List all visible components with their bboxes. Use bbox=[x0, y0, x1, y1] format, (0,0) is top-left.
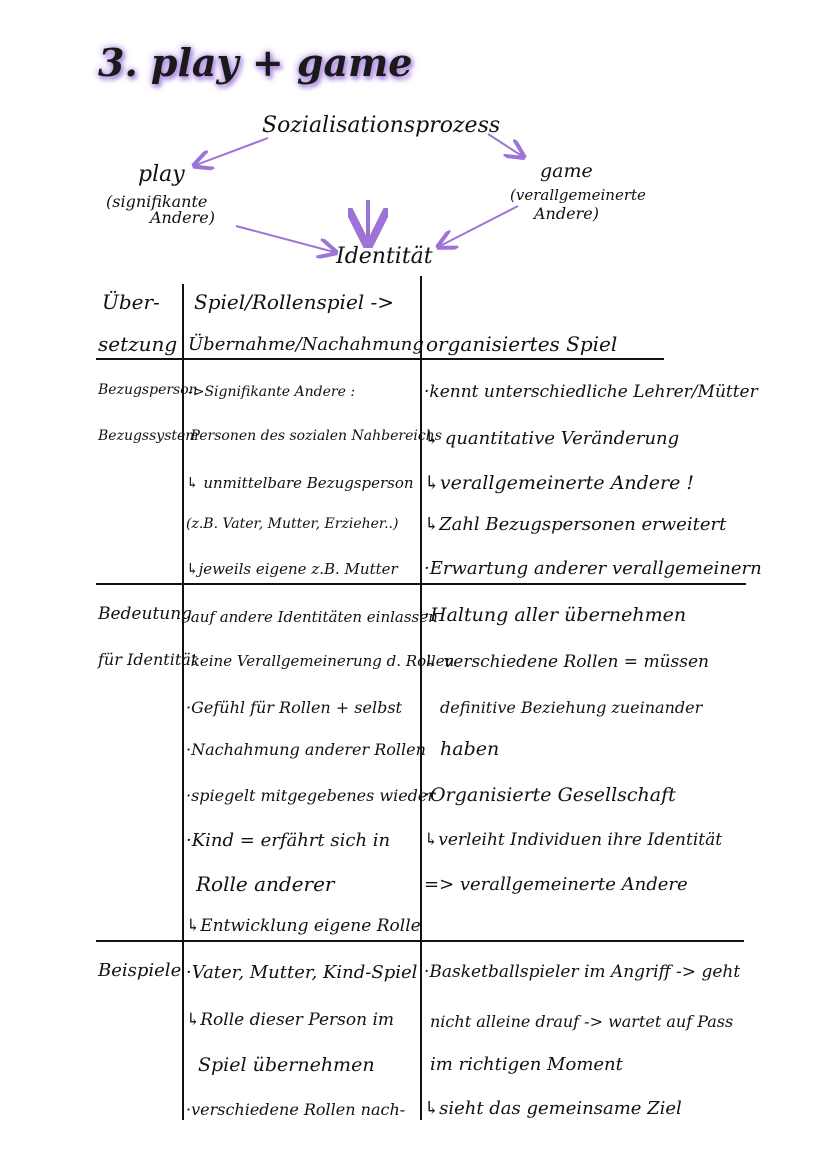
section1-col1-line: ↳jeweils eigene z.B. Mutter bbox=[186, 560, 398, 578]
table-divider-1 bbox=[182, 284, 184, 1120]
diagram-play-sub-1: (signifikante bbox=[106, 192, 208, 211]
section2-col2-line: ·Haltung aller übernehmen bbox=[424, 604, 687, 626]
section3-label-1: Beispiele bbox=[98, 960, 182, 981]
arrow-root-to-game bbox=[488, 134, 522, 156]
section2-col2-line: => verallgemeinerte Andere bbox=[424, 874, 688, 895]
section3-col1-line: ·verschiedene Rollen nach- bbox=[186, 1100, 406, 1119]
diagram-play-label: play bbox=[138, 162, 185, 187]
section2-col2-line: ·Organisierte Gesellschaft bbox=[424, 784, 676, 806]
diagram-game-sub-2: Andere) bbox=[534, 204, 599, 223]
section1-col2-line: ·Erwartung anderer verallgemeinern bbox=[424, 558, 762, 579]
section2-col1-line: Rolle anderer bbox=[196, 872, 335, 896]
section2-col1-line: ·spiegelt mitgegebenes wieder bbox=[186, 786, 436, 805]
arrow-play-to-identity bbox=[236, 226, 334, 252]
section3-col1-line: ↳Rolle dieser Person im bbox=[186, 1010, 395, 1030]
section3-col2-line: ·Basketballspieler im Angriff -> geht bbox=[424, 962, 741, 982]
diagram-play-sub-2: Andere) bbox=[150, 208, 215, 227]
section1-col2-line: ↳verallgemeinerte Andere ! bbox=[424, 472, 695, 494]
section1-col1-line: ->Signifikante Andere : bbox=[188, 384, 356, 400]
section2-col2-line: definitive Beziehung zueinander bbox=[440, 698, 703, 717]
section1-col1-line: ↳ unmittelbare Bezugsperson bbox=[186, 474, 414, 492]
section2-col1-line: ·keine Verallgemeinerung d. Rollen bbox=[186, 652, 455, 670]
section2-label-2: für Identität bbox=[98, 650, 198, 669]
diagram-center-label: Identität bbox=[336, 244, 433, 269]
header-col2: organisiertes Spiel bbox=[426, 332, 618, 356]
header-col1-line2: Übernahme/Nachahmung bbox=[188, 334, 424, 355]
section2-col2-line: ↳ verschiedene Rollen = müssen bbox=[424, 652, 709, 672]
section2-col2-line: ↳verleiht Individuen ihre Identität bbox=[424, 830, 723, 850]
section1-col2-line: ·kennt unterschiedliche Lehrer/Mütter bbox=[424, 382, 758, 402]
section1-col2-line: ↳Zahl Bezugspersonen erweitert bbox=[424, 514, 727, 535]
section1-label-1: Bezugsperson bbox=[98, 382, 198, 398]
section3-col2-line: im richtigen Moment bbox=[430, 1054, 623, 1075]
section1-col2-line: ↳ quantitative Veränderung bbox=[424, 428, 680, 449]
diagram-root-label: Sozialisationsprozess bbox=[262, 113, 501, 138]
table-row-rule-2 bbox=[96, 940, 744, 942]
diagram-game-label: game bbox=[540, 160, 593, 182]
header-col0-line2: setzung bbox=[98, 332, 178, 356]
section2-col2-line: haben bbox=[440, 738, 500, 760]
section3-col1-line: ·Vater, Mutter, Kind-Spiel bbox=[186, 962, 418, 983]
table-row-rule-1 bbox=[96, 583, 746, 585]
header-col1-line1: Spiel/Rollenspiel -> bbox=[194, 290, 395, 314]
section1-col1-line: (z.B. Vater, Mutter, Erzieher..) bbox=[186, 516, 399, 532]
section3-col2-line: ↳sieht das gemeinsame Ziel bbox=[424, 1098, 682, 1119]
header-col0-line1: Über- bbox=[102, 290, 160, 314]
section2-label-1: Bedeutung bbox=[98, 604, 193, 624]
table-divider-2 bbox=[420, 276, 422, 1120]
arrow-game-to-identity bbox=[440, 206, 518, 246]
section1-label-2: Bezugssystem bbox=[98, 428, 199, 444]
section2-col1-line: ·auf andere Identitäten einlassen bbox=[186, 608, 438, 626]
section3-col2-line: nicht alleine drauf -> wartet auf Pass bbox=[430, 1012, 734, 1031]
section3-col1-line: Spiel übernehmen bbox=[198, 1054, 375, 1076]
arrow-root-to-play bbox=[196, 138, 268, 165]
table-header-rule bbox=[96, 358, 664, 360]
section2-col1-line: ↳Entwicklung eigene Rolle bbox=[186, 916, 421, 936]
section2-col1-line: ·Nachahmung anderer Rollen bbox=[186, 740, 426, 759]
section1-col1-line: ·Personen des sozialen Nahbereichs bbox=[186, 428, 442, 444]
page-title: 3. play + game bbox=[98, 40, 413, 85]
section2-col1-line: ·Kind = erfährt sich in bbox=[186, 830, 391, 851]
diagram-arrows bbox=[0, 0, 828, 300]
section2-col1-line: ·Gefühl für Rollen + selbst bbox=[186, 698, 402, 717]
diagram-game-sub-1: (verallgemeinerte bbox=[510, 186, 646, 204]
